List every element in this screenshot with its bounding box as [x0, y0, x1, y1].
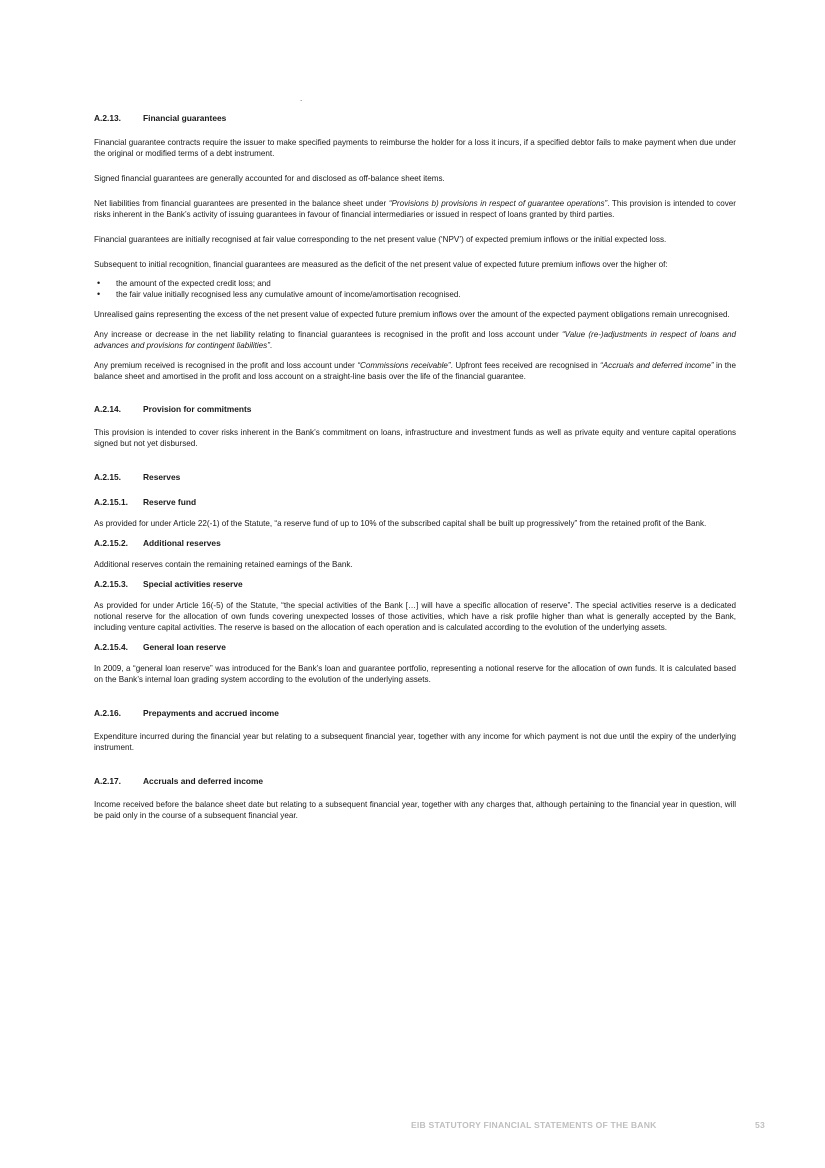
text-run: .	[269, 341, 273, 350]
subsection-heading	[94, 579, 736, 590]
footer-title: EIB STATUTORY FINANCIAL STATEMENTS OF THE BANK	[411, 1120, 657, 1130]
paragraph: Expenditure incurred during the financial year but relating to a subsequent financial year, together with any income for which payment is not due until the expiry of the underlying instrument.	[94, 732, 736, 752]
subsection-heading	[94, 497, 736, 508]
section-title: Prepayments and accrued income	[143, 708, 279, 718]
text-run-italic: “Accruals and deferred income”	[600, 361, 714, 370]
paragraph	[94, 329, 736, 351]
paragraph: As provided for under Article 16(-5) of the Statute, “the special activities of the Bank […] will have a specific allocation of reserve”. The special activities reserve is a dedicated notional reserve for the allocation of own funds covering unexpected losses of those activities, which have a risk profile higher than what is generally accepted by the Bank, including venture capital activities. The reserve is based on the allocation of each operation and is calculated according to the evolution of the underlying assets.	[94, 601, 736, 632]
subsection-number: A.2.15.3.	[94, 579, 128, 589]
paragraph: Subsequent to initial recognition, financial guarantees are measured as the deficit of the net present value of expected future premium inflows over the higher of:	[94, 260, 668, 269]
section-title: Provision for commitments	[143, 404, 252, 414]
paragraph: In 2009, a “general loan reserve” was introduced for the Bank’s loan and guarantee portfolio, representing a notional reserve for the allocation of own funds. It is calculated based on the Bank’s internal loan grading system according to the evolution of the underlying assets.	[94, 664, 736, 684]
paragraph	[94, 360, 736, 382]
list-item: • the amount of the expected credit loss; and	[94, 278, 736, 289]
section-heading	[94, 472, 736, 483]
subsection-title: Special activities reserve	[143, 579, 243, 589]
paragraph: Unrealised gains representing the excess of the net present value of expected future premium inflows over the amount of the expected payment obligations remain unrecognised.	[94, 310, 730, 319]
section-heading	[94, 708, 736, 719]
text-run-italic: “Commissions receivable”	[357, 361, 451, 370]
section-title: Reserves	[143, 472, 181, 482]
subsection-title: General loan reserve	[143, 642, 226, 652]
section-heading	[94, 776, 736, 787]
text-run: Any increase or decrease in the net liability relating to financial guarantees is recognised in the profit and loss account under	[94, 330, 562, 339]
text-run-italic: “Value (re-)adjustments in respect of loans and advances and provisions for contingent liabilities”	[94, 330, 736, 350]
text-run: in the balance sheet and amortised in the profit and loss account on a straight-line basis over the life of the financial guarantee.	[94, 361, 737, 381]
paragraph: Income received before the balance sheet date but relating to a subsequent financial year, together with any charges that, although pertaining to the financial year in question, will be paid only in the course of a subsequent financial year.	[94, 800, 736, 820]
section-number: A.2.13.	[94, 113, 122, 123]
text-run: Net liabilities from financial guarantees are presented in the balance sheet under	[94, 199, 389, 208]
paragraph: This provision is intended to cover risks inherent in the Bank’s commitment on loans, infrastructure and investment funds as well as private equity and venture capital operations signed but not yet disbursed.	[94, 428, 736, 448]
list-item: • the fair value initially recognised less any cumulative amount of income/amortisation recognised.	[94, 289, 736, 300]
section-number: A.2.15.	[94, 472, 122, 482]
paragraph: Financial guarantees are initially recognised at fair value corresponding to the net present value (‘NPV’) of expected premium inflows or the initial expected loss.	[94, 235, 667, 244]
subsection-heading	[94, 642, 736, 653]
paragraph: As provided for under Article 22(-1) of the Statute, “a reserve fund of up to 10% of the subscribed capital shall be built up progressively” from the retained profit of the Bank.	[94, 519, 707, 528]
text-run: Any premium received is recognised in the profit and loss account under	[94, 361, 358, 370]
section-number: A.2.16.	[94, 708, 122, 718]
subsection-number: A.2.15.2.	[94, 538, 128, 548]
paragraph: Additional reserves contain the remaining retained earnings of the Bank.	[94, 560, 353, 569]
section-title: Accruals and deferred income	[143, 776, 264, 786]
section-title: Financial guarantees	[143, 113, 227, 123]
text-run: . Upfront fees received are recognised in	[450, 361, 601, 370]
section-number: A.2.14.	[94, 404, 122, 414]
bullet-list	[94, 278, 736, 300]
section-heading	[94, 113, 736, 124]
section-heading	[94, 404, 736, 415]
document-body	[94, 110, 736, 821]
text-run: . This provision is intended to cover risks inherent in the Bank’s activity of issuing guarantees in favour of financial intermediaries or issued in respect of loans granted by third parties.	[94, 199, 737, 219]
subsection-title: Reserve fund	[143, 497, 197, 507]
subsection-heading	[94, 538, 736, 549]
subsection-title: Additional reserves	[143, 538, 221, 548]
subsection-number: A.2.15.1.	[94, 497, 128, 507]
stray-mark: .	[300, 94, 303, 103]
section-number: A.2.17.	[94, 776, 122, 786]
page-number: 53	[755, 1120, 765, 1130]
text-run-italic: “Provisions b) provisions in respect of guarantee operations”	[388, 199, 608, 208]
paragraph	[94, 198, 736, 220]
paragraph: Signed financial guarantees are generally accounted for and disclosed as off-balance sheet items.	[94, 174, 445, 183]
paragraph: Financial guarantee contracts require the issuer to make specified payments to reimburse the holder for a loss it incurs, if a specified debtor fails to make payment when due under the original or modified terms of a debt instrument.	[94, 138, 736, 158]
subsection-number: A.2.15.4.	[94, 642, 128, 652]
